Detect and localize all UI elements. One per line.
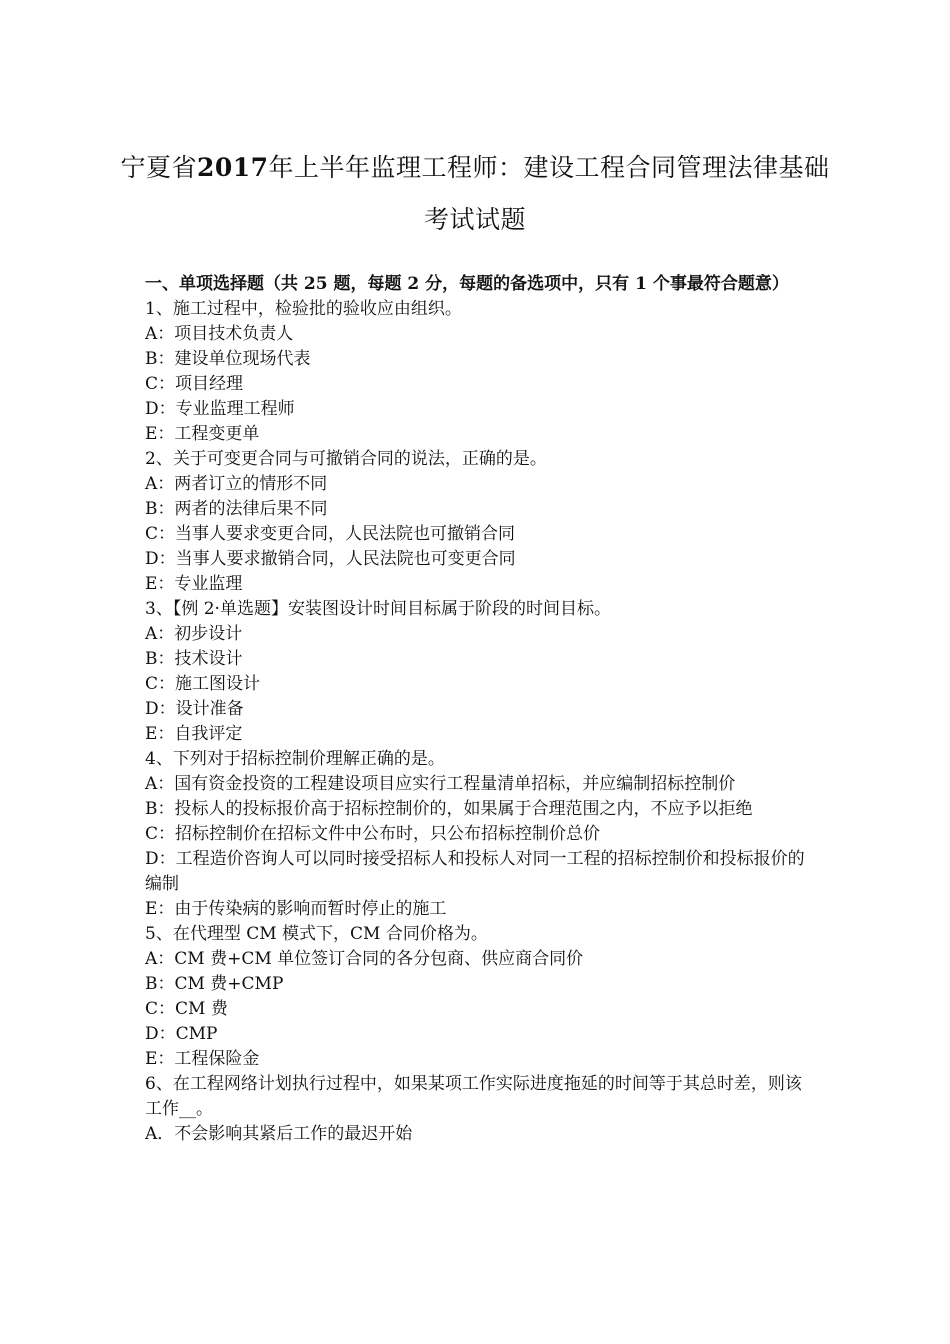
option-line: C：当事人要求变更合同，人民法院也可撤销合同 — [145, 524, 516, 544]
document-body — [145, 272, 809, 1147]
option-line: B：投标人的投标报价高于招标控制价的，如果属于合理范围之内，不应予以拒绝 — [145, 799, 753, 819]
title-part-2: 年上半年监理工程师：建设工程合同管理法律基础考试试题 — [268, 153, 830, 234]
option-line: D：CMP — [145, 1024, 218, 1044]
question-line: 2、关于可变更合同与可撤销合同的说法，正确的是。 — [145, 449, 547, 469]
option-line: A：CM 费+CM 单位签订合同的各分包商、供应商合同价 — [145, 949, 584, 969]
question-line: 5、在代理型 CM 模式下，CM 合同价格为。 — [145, 924, 488, 944]
option-line: B：CM 费+CMP — [145, 974, 284, 994]
option-line: A：两者订立的情形不同 — [145, 474, 328, 494]
option-line: E：由于传染病的影响而暂时停止的施工 — [145, 899, 447, 919]
option-line: D：专业监理工程师 — [145, 399, 295, 419]
option-line: C：项目经理 — [145, 374, 244, 394]
option-line: D：当事人要求撤销合同，人民法院也可变更合同 — [145, 549, 516, 569]
title-part-1: 宁夏省 — [120, 153, 197, 182]
option-line: E：工程保险金 — [145, 1049, 260, 1069]
title-year: 2017 — [196, 153, 269, 182]
option-line: E：专业监理 — [145, 574, 243, 594]
option-line: C：招标控制价在招标文件中公布时，只公布招标控制价总价 — [145, 824, 601, 844]
question-line: 6、在工程网络计划执行过程中，如果某项工作实际进度拖延的时间等于其总时差，则该工作__。 — [145, 1074, 802, 1119]
option-line: A．不会影响其紧后工作的最迟开始 — [145, 1124, 413, 1144]
option-line: A：国有资金投资的工程建设项目应实行工程量清单招标，并应编制招标控制价 — [145, 774, 736, 794]
option-line: D：设计准备 — [145, 699, 244, 719]
option-line: B：技术设计 — [145, 649, 243, 669]
question-line: 3、【例 2·单选题】安装图设计时间目标属于阶段的时间目标。 — [145, 599, 611, 619]
section-heading: 一、单项选择题（共 25 题，每题 2 分，每题的备选项中，只有 1 个事最符合题意） — [145, 274, 789, 294]
option-line: C：CM 费 — [145, 999, 228, 1019]
document-title — [120, 142, 830, 246]
question-line: 4、下列对于招标控制价理解正确的是。 — [145, 749, 445, 769]
question-line: 1、施工过程中，检验批的验收应由组织。 — [145, 299, 462, 319]
option-line: D：工程造价咨询人可以同时接受招标人和投标人对同一工程的招标控制价和投标报价的编制 — [145, 849, 805, 894]
option-line: C：施工图设计 — [145, 674, 261, 694]
option-line: B：建设单位现场代表 — [145, 349, 311, 369]
option-line: B：两者的法律后果不同 — [145, 499, 328, 519]
option-line: E：工程变更单 — [145, 424, 260, 444]
option-line: A：初步设计 — [145, 624, 243, 644]
option-line: E：自我评定 — [145, 724, 243, 744]
option-line: A：项目技术负责人 — [145, 324, 294, 344]
